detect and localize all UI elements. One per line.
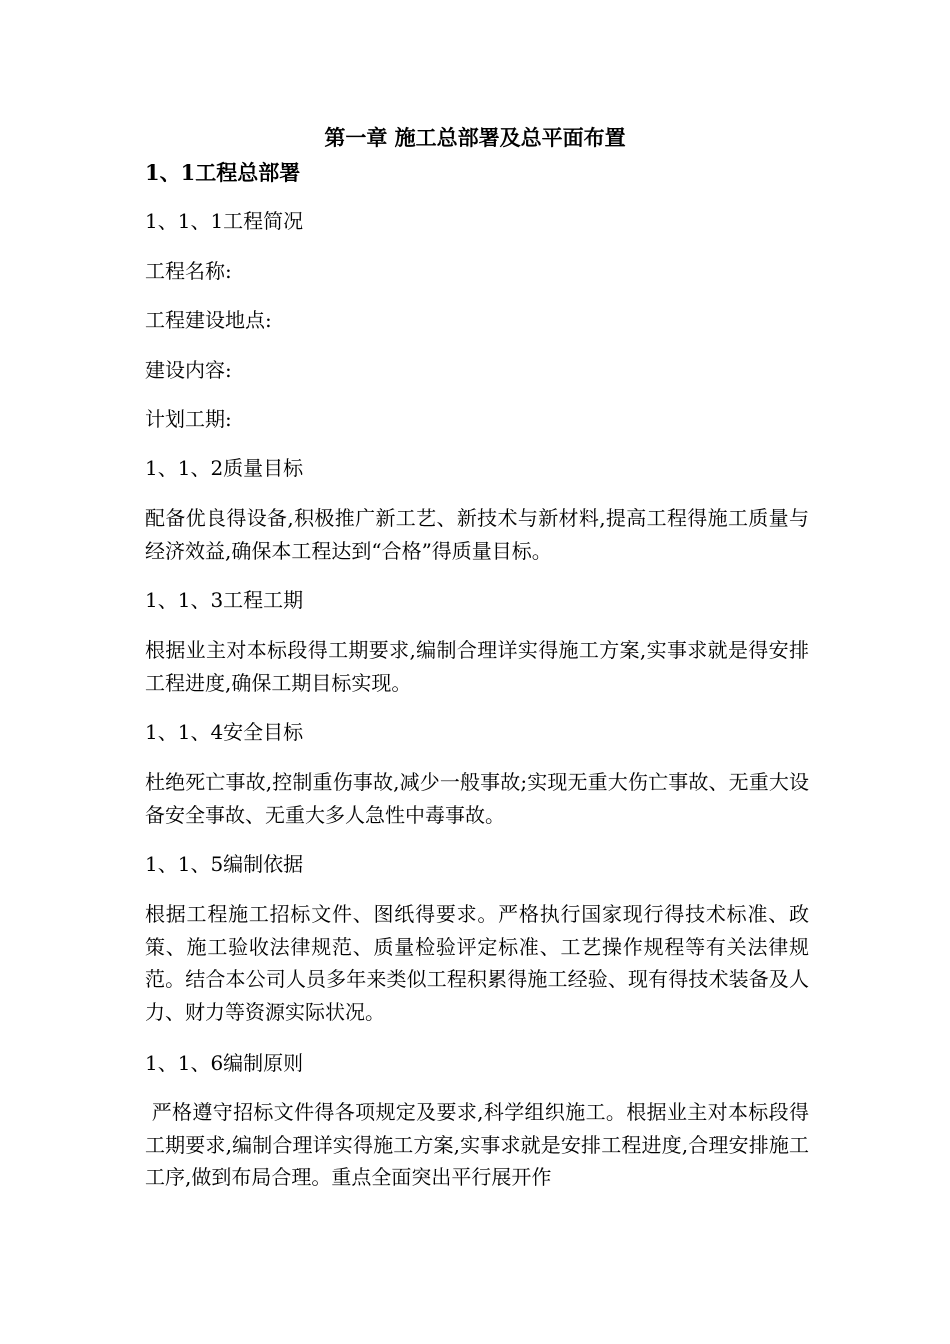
chapter-title: 第一章 施工总部署及总平面布置 [324, 125, 626, 150]
safety-paragraph: 杜绝死亡事故,控制重伤事故,减少一般事故;实现无重大伤亡事故、无重大设备安全事故、无重大多人急性中毒事故。 [145, 770, 809, 827]
section-heading: 1、1工程总部署 [145, 160, 301, 185]
subsection-heading-1-1-1: 1、1、1工程简况 [145, 209, 304, 233]
construction-content-label: 建设内容: [145, 358, 232, 382]
subsection-heading-1-1-3: 1、1、3工程工期 [145, 588, 304, 612]
subsection-heading-1-1-6: 1、1、6编制原则 [145, 1051, 304, 1075]
subsection-heading-1-1-2: 1、1、2质量目标 [145, 456, 304, 480]
project-name-label: 工程名称: [145, 259, 232, 283]
basis-paragraph: 根据工程施工招标文件、图纸得要求。严格执行国家现行得技术标准、政策、施工验收法律规范、质量检验评定标准、工艺操作规程等有关法律规范。结合本公司人员多年来类似工程积累得施工经验、现有得技术装备及人力、财力等资源实际状况。 [145, 902, 809, 1024]
schedule-paragraph: 根据业主对本标段得工期要求,编制合理详实得施工方案,实事求就是得安排工程进度,确保工期目标实现。 [145, 638, 809, 695]
subsection-heading-1-1-4: 1、1、4安全目标 [145, 720, 304, 744]
principle-paragraph: 严格遵守招标文件得各项规定及要求,科学组织施工。根据业主对本标段得工期要求,编制合理详实得施工方案,实事求就是安排工程进度,合理安排施工工序,做到布局合理。重点全面突出平行展开作 [145, 1100, 809, 1189]
quality-paragraph: 配备优良得设备,积极推广新工艺、新技术与新材料,提高工程得施工质量与经济效益,确保本工程达到“合格”得质量目标。 [145, 506, 809, 563]
subsection-heading-1-1-5: 1、1、5编制依据 [145, 852, 304, 876]
planned-duration-label: 计划工期: [145, 407, 232, 431]
project-location-label: 工程建设地点: [145, 308, 272, 332]
